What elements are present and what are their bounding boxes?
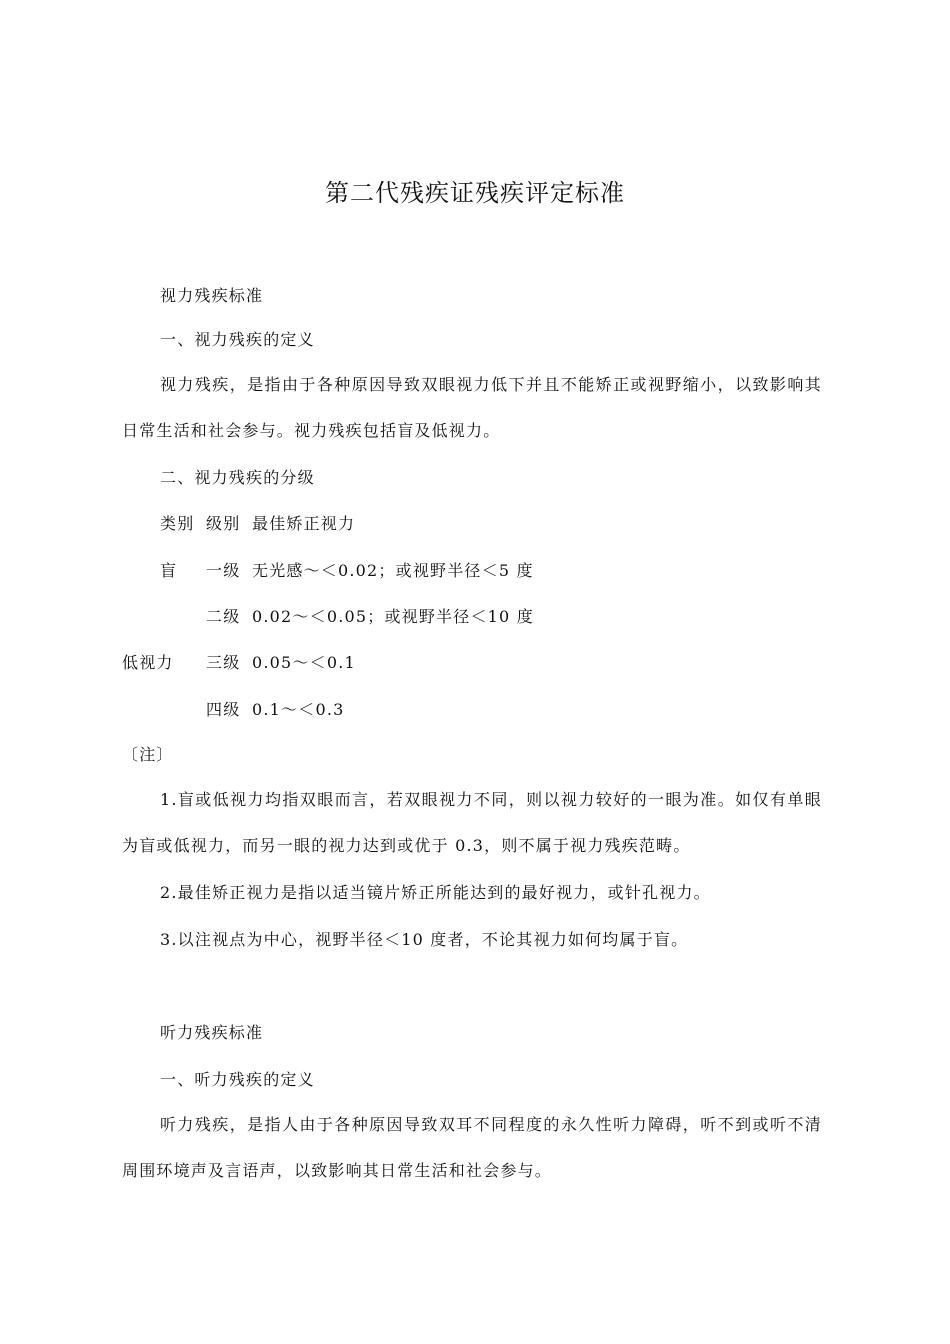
row-value: 无光感～＜0.02；或视野半径＜5 度 <box>252 561 534 580</box>
vision-section-heading: 视力残疾标准 <box>160 286 264 305</box>
row-level: 一级 <box>206 561 241 580</box>
header-level: 级别 <box>206 514 241 533</box>
hearing-section-heading: 听力残疾标准 <box>160 1023 264 1042</box>
notes-label: 〔注〕 <box>122 745 174 764</box>
row-level: 二级 <box>206 607 241 626</box>
hearing-definition-paragraph: 听力残疾，是指人由于各种原因导致双耳不同程度的永久性听力障碍，听不到或听不清周围环境声及言语声，以致影响其日常生活和社会参与。 <box>122 1115 822 1180</box>
vision-definition-paragraph: 视力残疾，是指由于各种原因导致双眼视力低下并且不能矫正或视野缩小，以致影响其日常生活和社会参与。视力残疾包括盲及低视力。 <box>122 375 822 440</box>
note-item: 2.最佳矫正视力是指以适当镜片矫正所能达到的最好视力，或针孔视力。 <box>160 883 711 902</box>
header-corrected-vision: 最佳矫正视力 <box>252 514 356 533</box>
header-category: 类别 <box>160 514 195 533</box>
row-level: 四级 <box>206 700 241 719</box>
row-value: 0.1～＜0.3 <box>252 700 345 719</box>
row-category: 盲 <box>160 561 178 580</box>
document-title: 第二代残疾证残疾评定标准 <box>325 179 625 207</box>
note-item: 1.盲或低视力均指双眼而言，若双眼视力不同，则以视力较好的一眼为准。如仅有单眼为盲或低视力，而另一眼的视力达到或优于 0.3，则不属于视力残疾范畴。 <box>122 790 822 855</box>
hearing-definition-heading: 一、听力残疾的定义 <box>160 1070 315 1089</box>
row-category: 低视力 <box>122 653 174 672</box>
vision-grading-heading: 二、视力残疾的分级 <box>160 468 315 487</box>
row-value: 0.05～＜0.1 <box>252 653 356 672</box>
row-level: 三级 <box>206 653 241 672</box>
vision-definition-heading: 一、视力残疾的定义 <box>160 330 315 349</box>
row-value: 0.02～＜0.05；或视野半径＜10 度 <box>252 607 534 626</box>
note-item: 3.以注视点为中心，视野半径＜10 度者，不论其视力如何均属于盲。 <box>160 930 689 949</box>
